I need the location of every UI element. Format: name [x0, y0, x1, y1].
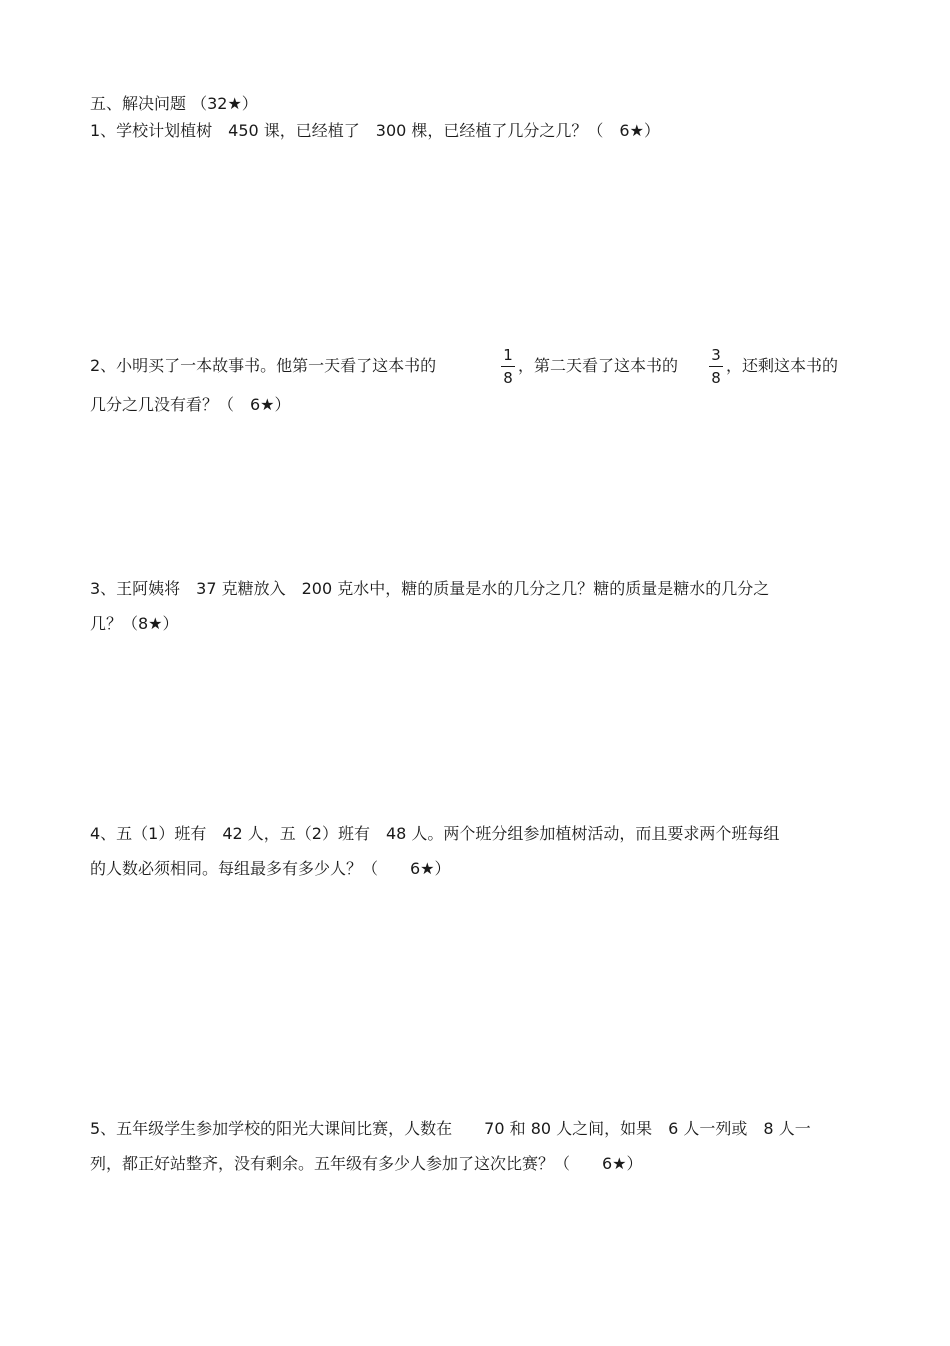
fraction-numerator: 3: [711, 346, 721, 364]
question-2-text-b: ，第二天看了这本书的: [518, 356, 679, 375]
question-4-text-line1: 4、五（1）班有 42 人，五（2）班有 48 人。两个班分组参加植树活动，而且要求两个班每组: [90, 824, 780, 843]
question-1-text: 1、学校计划植树 450 课，已经植了 300 棵，已经植了几分之几？（ 6★）: [90, 121, 660, 140]
fraction-bar: [709, 366, 723, 367]
question-5-text-line1: 5、五年级学生参加学校的阳光大课间比赛，人数在 70 和 80 人之间，如果 6 人一列或 8 人一: [90, 1119, 811, 1138]
question-5-text-line2: 列，都正好站整齐，没有剩余。五年级有多少人参加了这次比赛？（ 6★）: [90, 1154, 643, 1173]
question-4-text-line2: 的人数必须相同。每组最多有多少人？（ 6★）: [90, 859, 451, 878]
fraction-denominator: 8: [503, 369, 513, 387]
section-title: 五、解决问题 （32★）: [90, 94, 258, 113]
fraction-numerator: 1: [503, 346, 513, 364]
fraction-denominator: 8: [711, 369, 721, 387]
question-2-text-a: 2、小明买了一本故事书。他第一天看了这本书的: [90, 356, 437, 375]
fraction-bar: [501, 366, 515, 367]
question-2-text-line2: 几分之几没有看？（ 6★）: [90, 395, 291, 414]
question-3-text-line1: 3、王阿姨将 37 克糖放入 200 克水中，糖的质量是水的几分之几？糖的质量是糖水的几分之: [90, 579, 770, 598]
fraction-one-eighth: [501, 346, 515, 387]
fraction-three-eighths: [709, 346, 723, 387]
question-2-text-c: ，还剩这本书的: [726, 356, 839, 375]
question-3-text-line2: 几？（8★）: [90, 614, 179, 633]
